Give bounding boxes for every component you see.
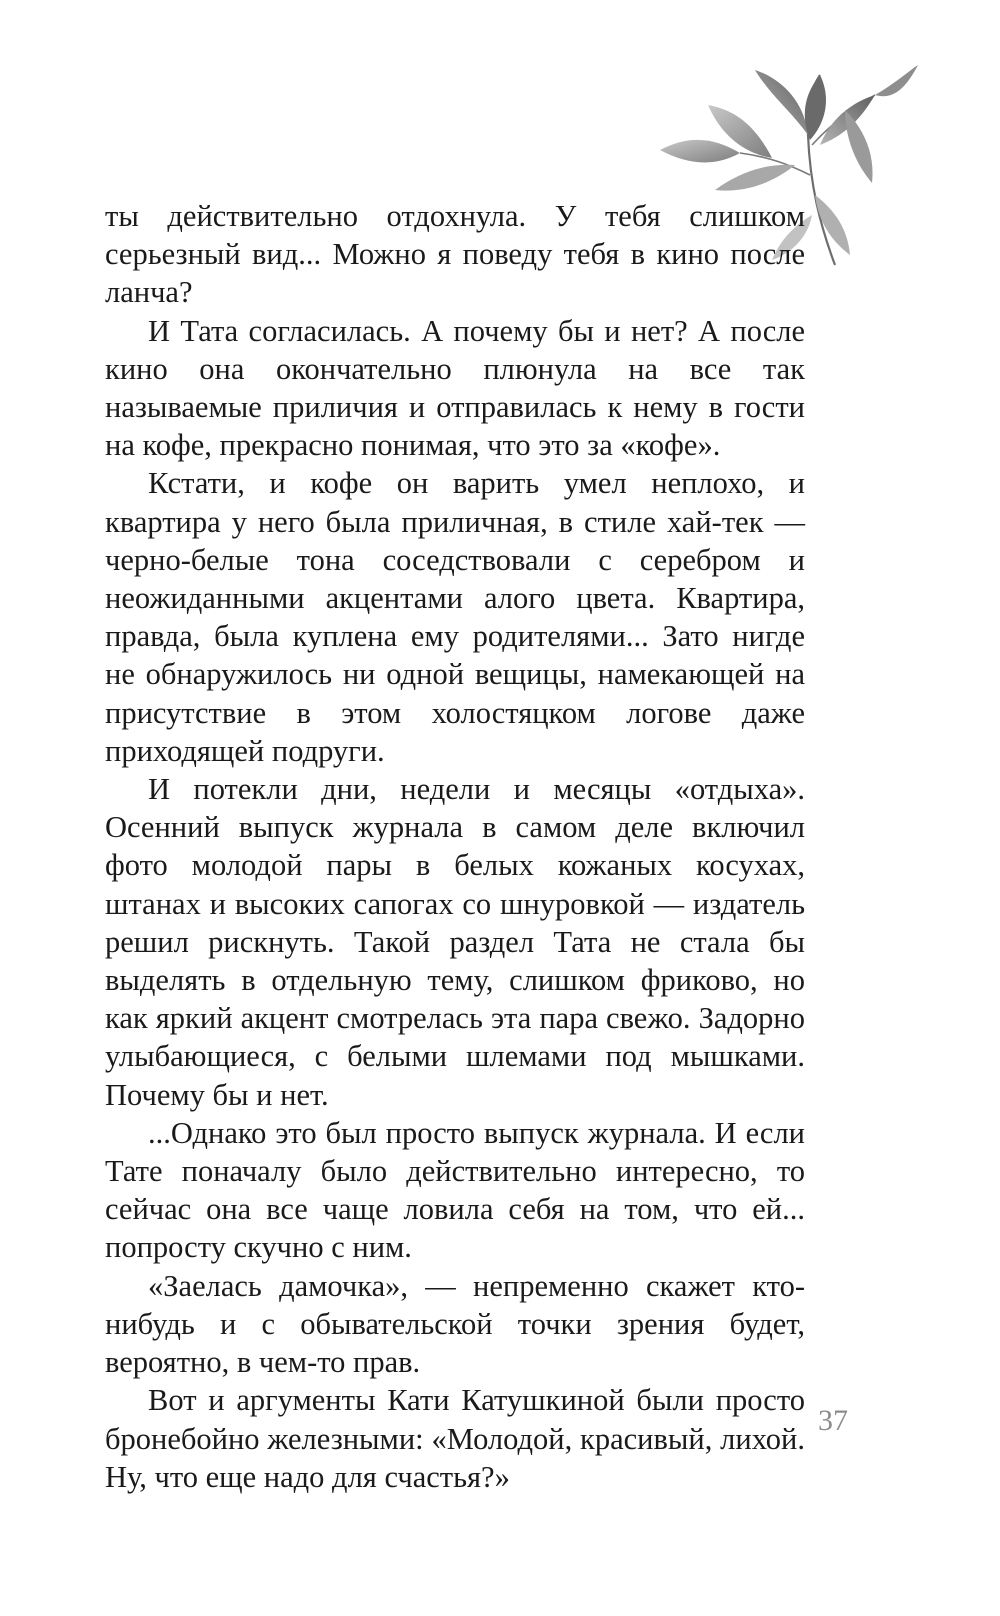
paragraph: Кстати, и кофе он варить умел неплохо, и квартира у него была приличная, в стиле хай-тек — черно-белые тона соседствовали с серебром и неожиданными акцентами алого цвета. Квартира, правда, была куплена ему родителями... Зато нигде не обнаружилось ни одной вещицы, намекающей на присутствие в этом холостяцком логове даже приходящей подруги. [105, 466, 805, 768]
paragraph: Вот и аргументы Кати Катушкиной были просто бронебойно железными: «Молодой, красивый, лихой. Ну, что еще надо для счастья?» [105, 1383, 805, 1494]
paragraph: ты действительно отдохнула. У тебя слишком серьезный вид... Можно я поведу тебя в кино после ланча? [105, 199, 805, 310]
body-text [105, 197, 805, 1496]
page-number: 37 [818, 1404, 848, 1437]
paragraph: «Заелась дамочка», — непременно скажет кто-нибудь и с обывательской точки зрения будет, вероятно, в чем-то прав. [105, 1268, 805, 1380]
paragraph: ...Однако это был просто выпуск журнала. И если Тате поначалу было действительно интересно, то сейчас она все чаще ловила себя на том, что ей... попросту скучно с ним. [105, 1115, 805, 1265]
paragraph: И потекли дни, недели и месяцы «отдыха». Осенний выпуск журнала в самом деле включил фото молодой пары в белых кожаных косухах, штанах и высоких сапогах со шнуровкой — издатель решил рискнуть. Такой раздел Тата не стала бы выделять в отдельную тему, слишком фриково, но как яркий акцент смотрелась эта пара свежо. Задорно улыбающиеся, с белыми шлемами под мышками. Почему бы и нет. [105, 772, 805, 1112]
paragraph: И Тата согласилась. А почему бы и нет? А после кино она окончательно плюнула на все так называемые приличия и отправилась к нему в гости на кофе, прекрасно понимая, что это за «кофе». [105, 313, 805, 463]
